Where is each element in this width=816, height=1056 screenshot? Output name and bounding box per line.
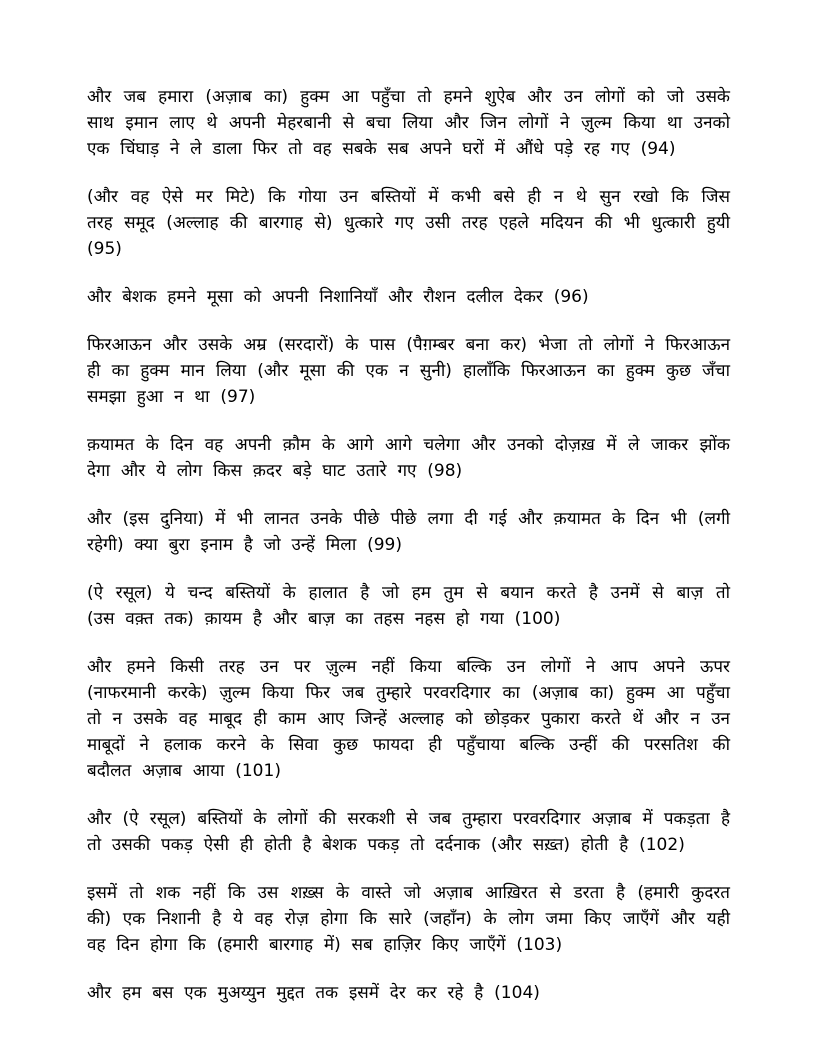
verse-paragraph: फिरआऊन और उसके अम्र (सरदारों) के पास (पैग़म्बर बना कर) भेजा तो लोगों ने फिरआऊन ही का हुक्म मान लिया (और मूसा की एक न सुनी) हालाँकि फिरआऊन का हुक्म कुछ जँचा समझा हुआ न था (97) [87,335,730,407]
verse-paragraph-list [87,84,730,1006]
verse-paragraph: (ऐ रसूल) ये चन्द बस्तियों के हालात है जो हम तुम से बयान करते है उनमें से बाज़ तो (उस वक़्त तक) क़ायम है और बाज़ का तहस नहस हो गया (100) [87,583,730,629]
verse-paragraph: और हम बस एक मुअय्युन मुद्दत तक इसमें देर कर रहे है (104) [87,983,540,1003]
verse-paragraph: क़यामत के दिन वह अपनी क़ौम के आगे आगे चलेगा और उनको दोज़ख़ में ले जाकर झोंक देगा और ये लोग किस क़दर बड़े घाट उतारे गए (98) [87,435,730,481]
verse-paragraph: और बेशक हमने मूसा को अपनी निशानियाँ और रौशन दलील देकर (96) [87,287,589,307]
verse-paragraph: इसमें तो शक नहीं कि उस शख़्स के वास्ते जो अज़ाब आख़िरत से डरता है (हमारी कुदरत की) एक निशानी है ये वह रोज़ होगा कि सारे (जहाँन) के लोग जमा किए जाएँगें और यही वह दिन होगा कि (हमारी बारगाह में) सब हाज़िर किए जाएँगें (103) [87,883,730,955]
verse-paragraph: और (ऐ रसूल) बस्तियों के लोगों की सरकशी से जब तुम्हारा परवरदिगार अज़ाब में पकड़ता है तो उसकी पकड़ ऐसी ही होती है बेशक पकड़ तो दर्दनाक (और सख़्त) होती है (102) [87,809,730,855]
verse-paragraph: और जब हमारा (अज़ाब का) हुक्म आ पहुँचा तो हमने शुऐब और उन लोगों को जो उसके साथ इमान लाए थे अपनी मेहरबानी से बचा लिया और जिन लोगों ने ज़ुल्म किया था उनको एक चिंघाड़ ने ले डाला फिर तो वह सबके सब अपने घरों में औंधे पड़े रह गए (94) [87,87,730,159]
verse-paragraph: और (इस दुनिया) में भी लानत उनके पीछे पीछे लगा दी गई और क़यामत के दिन भी (लगी रहेगी) क्या बुरा इनाम है जो उन्हें मिला (99) [87,509,730,555]
verse-paragraph: और हमने किसी तरह उन पर ज़ुल्म नहीं किया बल्कि उन लोगों ने आप अपने ऊपर (नाफरमानी करके) ज़ुल्म किया फिर जब तुम्हारे परवरदिगार का (अज़ाब का) हुक्म आ पहुँचा तो न उसके वह माबूद ही काम आए जिन्हें अल्लाह को छोड़कर पुकारा करते थें और न उन माबूदों ने हलाक करने के सिवा कुछ फायदा ही पहुँचाया बल्कि उन्हीं की परसतिश की बदौलत अज़ाब आया (101) [87,657,730,781]
verse-paragraph: (और वह ऐसे मर मिटे) कि गोया उन बस्तियों में कभी बसे ही न थे सुन रखो कि जिस तरह समूद (अल्लाह की बारगाह से) धुत्कारे गए उसी तरह एहले मदियन की भी धुत्कारी हुयी (95) [87,187,730,259]
